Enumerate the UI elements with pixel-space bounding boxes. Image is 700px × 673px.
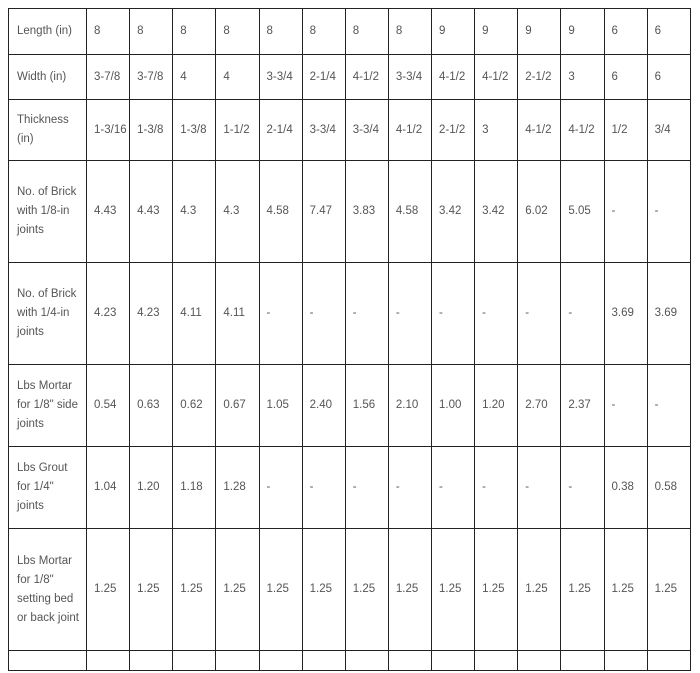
table-cell: 3 — [561, 55, 604, 100]
table-cell: 8 — [345, 9, 388, 55]
table-cell: 2.10 — [388, 365, 431, 447]
table-cell: 1.00 — [432, 365, 475, 447]
table-cell: 8 — [87, 9, 130, 55]
table-cell: 8 — [259, 9, 302, 55]
table-row-row-mortar-setting-bed — [9, 529, 691, 651]
row-header: Lbs Mortar for 1/8" side joints — [9, 365, 87, 447]
table-cell: 3.42 — [432, 161, 475, 263]
table-cell: 6.02 — [518, 161, 561, 263]
table-row-row-brick-quarter-joints — [9, 263, 691, 365]
table-cell: 3/4 — [647, 100, 690, 161]
table-cell: 1.28 — [216, 447, 259, 529]
row-header: No. of Brick with 1/4-in joints — [9, 263, 87, 365]
table-cell: 4-1/2 — [518, 100, 561, 161]
table-cell: - — [302, 263, 345, 365]
table-cell: - — [647, 161, 690, 263]
table-cell: 2.37 — [561, 365, 604, 447]
table-cell — [173, 651, 216, 671]
table-cell: 1.25 — [87, 529, 130, 651]
brick-specifications-table — [8, 8, 691, 671]
table-cell: 4.23 — [87, 263, 130, 365]
table-cell: 4.23 — [130, 263, 173, 365]
table-cell: 4.11 — [173, 263, 216, 365]
table-cell: 6 — [647, 55, 690, 100]
table-body — [9, 9, 691, 671]
table-cell: 2-1/4 — [259, 100, 302, 161]
table-cell: 1.25 — [432, 529, 475, 651]
table-cell — [432, 651, 475, 671]
table-row-row-length — [9, 9, 691, 55]
table-cell: - — [475, 447, 518, 529]
table-cell: - — [388, 263, 431, 365]
table-cell: 1.25 — [173, 529, 216, 651]
row-header: Width (in) — [9, 55, 87, 100]
table-row-row-grout-joints — [9, 447, 691, 529]
table-cell: 4.43 — [87, 161, 130, 263]
table-cell — [518, 651, 561, 671]
table-row-row-width — [9, 55, 691, 100]
table-cell: 3-3/4 — [345, 100, 388, 161]
table-cell: 0.63 — [130, 365, 173, 447]
table-cell: 3.83 — [345, 161, 388, 263]
table-cell: 8 — [388, 9, 431, 55]
table-cell: - — [388, 447, 431, 529]
table-cell — [130, 651, 173, 671]
table-cell: 1.25 — [302, 529, 345, 651]
table-row-row-mortar-side-joints — [9, 365, 691, 447]
table-cell: 4-1/2 — [432, 55, 475, 100]
table-cell: - — [432, 447, 475, 529]
table-cell: 2-1/4 — [302, 55, 345, 100]
table-cell: 2-1/2 — [518, 55, 561, 100]
table-cell: - — [604, 161, 647, 263]
table-cell: 8 — [216, 9, 259, 55]
table-cell: - — [518, 447, 561, 529]
table-cell: 3-3/4 — [388, 55, 431, 100]
table-cell: 4.43 — [130, 161, 173, 263]
table-cell: 1.56 — [345, 365, 388, 447]
table-cell: - — [561, 263, 604, 365]
table-cell: - — [302, 447, 345, 529]
table-cell: 3.42 — [475, 161, 518, 263]
table-cell — [302, 651, 345, 671]
table-cell — [561, 651, 604, 671]
table-cell: 4-1/2 — [561, 100, 604, 161]
table-cell: 1.25 — [388, 529, 431, 651]
table-cell: 1.25 — [561, 529, 604, 651]
table-cell: 6 — [604, 55, 647, 100]
table-cell: 9 — [561, 9, 604, 55]
table-cell: 3.69 — [647, 263, 690, 365]
table-cell: 4-1/2 — [345, 55, 388, 100]
row-header: Length (in) — [9, 9, 87, 55]
table-row-row-brick-eighth-joints — [9, 161, 691, 263]
table-cell: 1.25 — [259, 529, 302, 651]
table-cell: - — [518, 263, 561, 365]
table-cell: 1.25 — [130, 529, 173, 651]
table-cell: - — [345, 263, 388, 365]
table-cell — [475, 651, 518, 671]
table-cell — [259, 651, 302, 671]
row-header: No. of Brick with 1/8-in joints — [9, 161, 87, 263]
row-header: Lbs Grout for 1/4" joints — [9, 447, 87, 529]
table-cell: 0.38 — [604, 447, 647, 529]
table-cell: 1.25 — [518, 529, 561, 651]
table-cell: - — [604, 365, 647, 447]
table-cell: 2-1/2 — [432, 100, 475, 161]
table-cell: 1.20 — [130, 447, 173, 529]
row-header: Thickness (in) — [9, 100, 87, 161]
table-cell — [216, 651, 259, 671]
table-cell: 6 — [647, 9, 690, 55]
table-cell: 9 — [432, 9, 475, 55]
table-cell: 3-3/4 — [259, 55, 302, 100]
table-cell: 1.18 — [173, 447, 216, 529]
table-cell: 3-7/8 — [130, 55, 173, 100]
table-cell: - — [259, 447, 302, 529]
table-cell: 3-7/8 — [87, 55, 130, 100]
table-cell: - — [345, 447, 388, 529]
row-header — [9, 651, 87, 671]
table-cell: 4.3 — [216, 161, 259, 263]
table-cell: - — [475, 263, 518, 365]
table-cell: 1.05 — [259, 365, 302, 447]
table-cell: 1.04 — [87, 447, 130, 529]
table-cell: 4-1/2 — [388, 100, 431, 161]
table-cell: 0.62 — [173, 365, 216, 447]
table-cell: 1-3/16 — [87, 100, 130, 161]
table-cell: 8 — [130, 9, 173, 55]
table-cell: 7.47 — [302, 161, 345, 263]
table-cell: 5.05 — [561, 161, 604, 263]
table-row-row-thickness — [9, 100, 691, 161]
table-cell: 4.11 — [216, 263, 259, 365]
table-cell: 4.58 — [259, 161, 302, 263]
table-cell — [345, 651, 388, 671]
table-cell: 9 — [475, 9, 518, 55]
table-cell: - — [647, 365, 690, 447]
table-cell: 1-1/2 — [216, 100, 259, 161]
table-cell: 3-3/4 — [302, 100, 345, 161]
table-cell: 1.25 — [216, 529, 259, 651]
table-cell: 0.67 — [216, 365, 259, 447]
table-cell: 1-3/8 — [130, 100, 173, 161]
table-cell: 0.58 — [647, 447, 690, 529]
table-cell: 1.25 — [345, 529, 388, 651]
table-cell: 4.58 — [388, 161, 431, 263]
table-cell: 4.3 — [173, 161, 216, 263]
table-cell — [388, 651, 431, 671]
table-cell: 2.40 — [302, 365, 345, 447]
table-row-row-empty — [9, 651, 691, 671]
table-cell: - — [561, 447, 604, 529]
table-cell: 1.25 — [475, 529, 518, 651]
table-cell: 4 — [173, 55, 216, 100]
table-cell — [647, 651, 690, 671]
table-cell — [87, 651, 130, 671]
table-cell: 4 — [216, 55, 259, 100]
table-cell: 6 — [604, 9, 647, 55]
table-cell: 3.69 — [604, 263, 647, 365]
table-cell: 0.54 — [87, 365, 130, 447]
table-cell: 3 — [475, 100, 518, 161]
table-cell: 1.25 — [647, 529, 690, 651]
table-cell: 1-3/8 — [173, 100, 216, 161]
table-cell: - — [259, 263, 302, 365]
table-cell: 8 — [173, 9, 216, 55]
table-cell: 1.20 — [475, 365, 518, 447]
table-cell: 1.25 — [604, 529, 647, 651]
row-header: Lbs Mortar for 1/8" setting bed or back joint — [9, 529, 87, 651]
table-cell: 9 — [518, 9, 561, 55]
table-cell: 2.70 — [518, 365, 561, 447]
table-cell: - — [432, 263, 475, 365]
table-cell: 1/2 — [604, 100, 647, 161]
table-cell: 8 — [302, 9, 345, 55]
table-cell: 4-1/2 — [475, 55, 518, 100]
table-cell — [604, 651, 647, 671]
